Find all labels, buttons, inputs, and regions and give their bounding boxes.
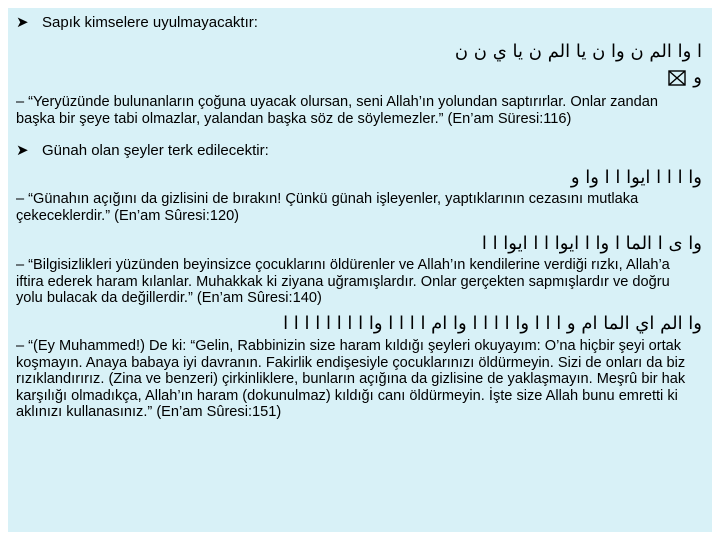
arabic-text: وا ى ا الما ا وا ا ايوا ا ا ايوا ا ا [481,233,702,254]
translation-116: – “Yeryüzünde bulunanların çoğuna uyacak olursan, seni Allah’ın yolundan saptırırlar. Onlar zandan başka bir şeye tabi olmazlar, yalandan başka söz de söylemezler.” (En’am Süresi:116) [16,94,659,127]
arabic-verse-116 [455,40,702,64]
slide [8,8,712,532]
bullet-text: Sapık kimselere uyulmayacaktır: [42,14,258,31]
arabic-text: وا ا ا ا ايوا ا ا وا و [570,167,702,188]
translation-140: – “Bilgisizlikleri yüzünden beyinsizce çocuklarını öldürenler ve Allah’ın kendilerine verdiği rızkı, Allah’a iftira ederek haram kılanlar. Muhakkak ki ziyana uğramışlardır. Onlar gerçekten sapmışlardır ve doğru yolu bulacak da değillerdir.” (En’am Sûresi:140) [16,257,670,307]
translation-120: – “Günahın açığını da gizlisini de bırakın! Çünkü günah işleyenler, yaptıklarının cezasını mutlaka çekeceklerdir.” (En’am Sûresi:120) [16,191,639,224]
arrow-bullet-icon: ➤ [16,142,29,159]
arabic-text: ا وا الم ن وا ن يا الم ن يا ي ن ن [454,41,702,62]
bullet-text: Günah olan şeyler terk edilecektir: [42,142,269,159]
arabic-verse-116-line2 [666,66,702,90]
arabic-verse-151 [283,312,702,336]
missing-glyph-icon [668,70,686,86]
arabic-text: و [693,67,702,88]
arabic-verse-120 [571,166,702,190]
bullet-gunah [16,142,269,160]
arabic-text: وا الم اي الما ام و ا ا ا وا ا ا ا ا وا ام ا ا ا ا وا ا ا ا ا ا ا ا ا [283,313,702,334]
arrow-bullet-icon: ➤ [16,14,29,31]
translation-151: – “(Ey Muhammed!) De ki: “Gelin, Rabbinizin size haram kıldığı şeyleri okuyayım: O’na hiçbir şeyi ortak koşmayın. Anaya babaya iyi davranın. Fakirlik endişesiyle çocuklarınızı öldürmeyin. Sizi de onları da biz rızıklandırırız. (Zina ve benzeri) çirkinliklere, bunların açığına da gizlisine de yaklaşmayın. Meşrû bir hak karşılığı olmadıkça, Allah’ın haram (dokunulmaz) kıldığı canı öldürmeyin. İşte size Allah bunu emretti ki aklınızı kullanasınız.” (En’am Sûresi:151) [16,338,686,421]
arabic-verse-140 [482,232,702,256]
bullet-sapik [16,14,258,32]
